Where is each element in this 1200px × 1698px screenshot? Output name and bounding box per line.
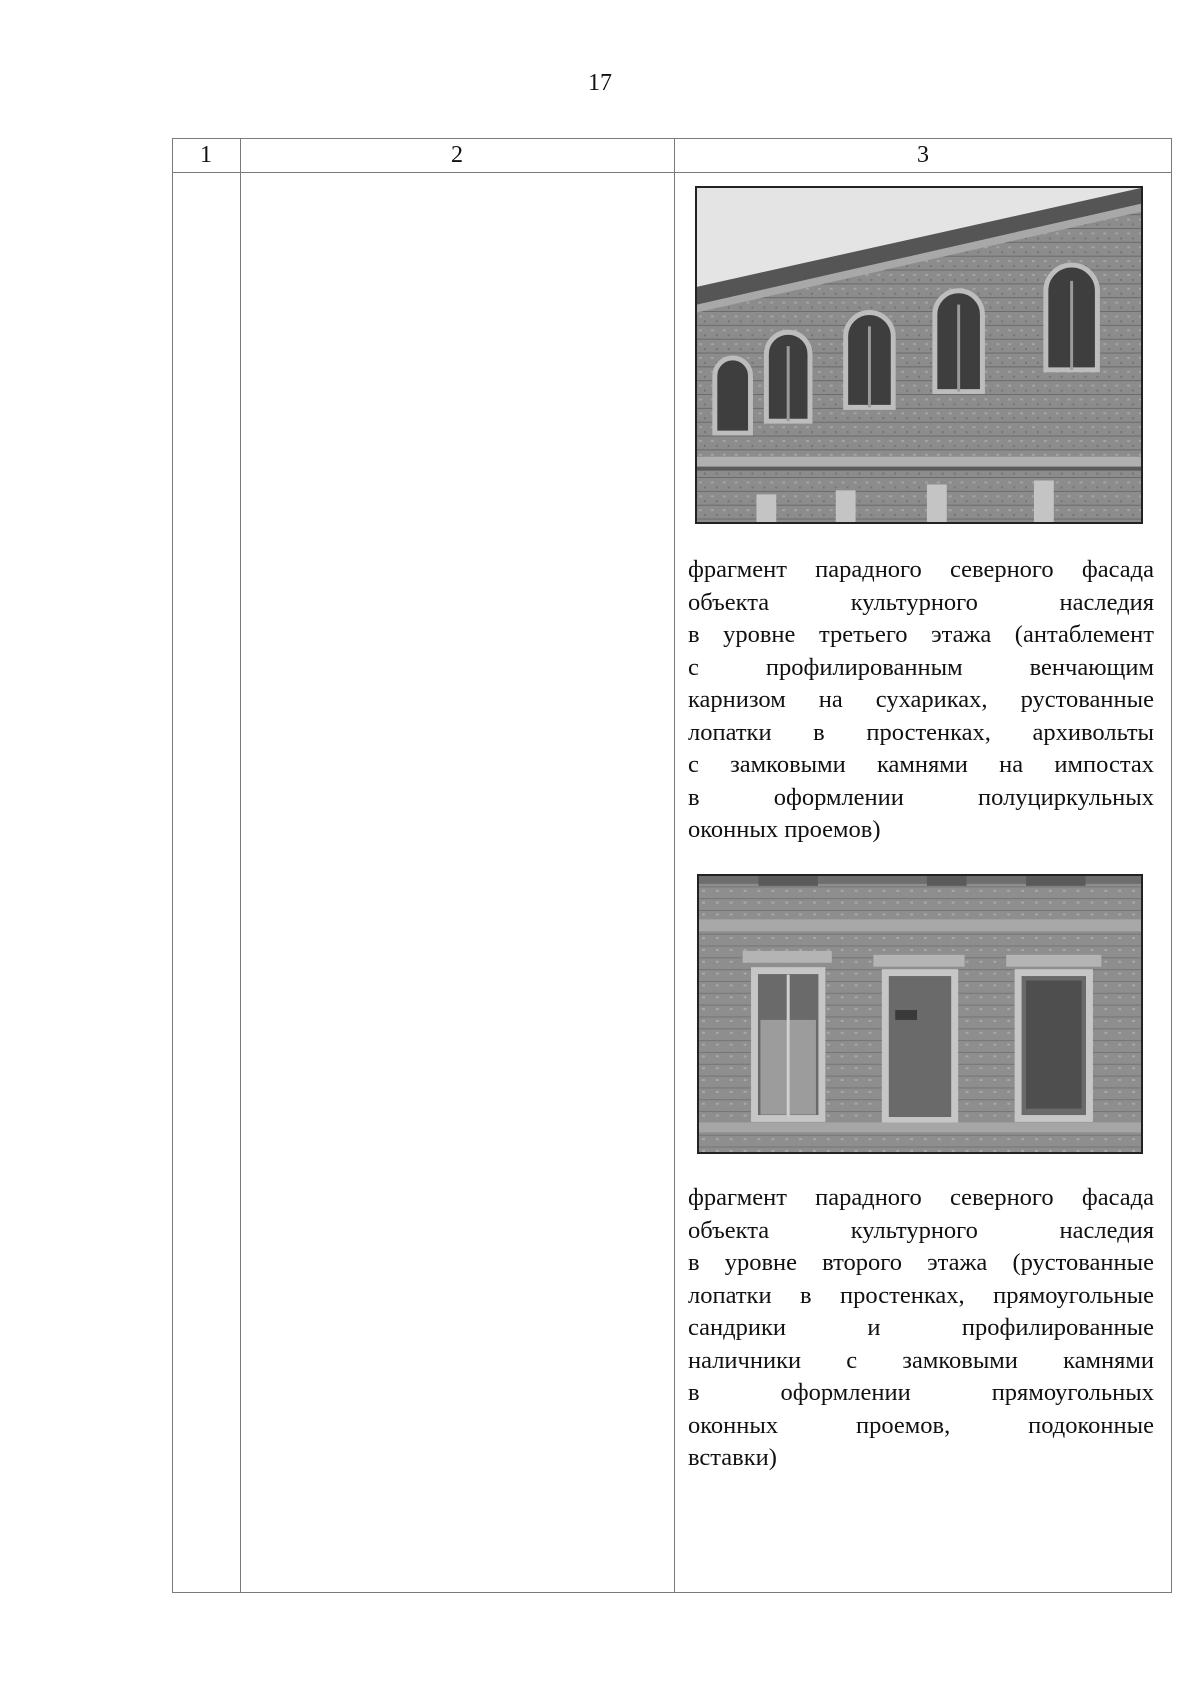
facade-photo-third-floor <box>695 186 1143 524</box>
caption-word: в <box>813 718 825 746</box>
caption-word: наличники <box>688 1346 802 1374</box>
caption-line <box>688 1442 1154 1475</box>
caption-line <box>688 1410 1154 1443</box>
caption-word: замковыми <box>902 1346 1018 1374</box>
page-number: 17 <box>588 70 612 96</box>
caption-word: парадного <box>815 1184 922 1211</box>
caption-word: и <box>867 1314 881 1341</box>
header-divider <box>172 172 1172 173</box>
caption-word: простенках, <box>866 718 991 746</box>
caption-word: сухариках, <box>875 686 988 713</box>
caption-word: лопатки <box>688 718 772 746</box>
caption-word: фрагмент <box>688 556 787 583</box>
caption-word: с <box>846 1346 858 1374</box>
caption-word: лопатки <box>688 1281 772 1309</box>
caption-word: венчающим <box>1029 653 1154 681</box>
facade-photo-second-floor <box>697 874 1143 1154</box>
caption-word: карнизом <box>688 686 786 713</box>
caption-word: в <box>688 1249 700 1276</box>
caption-word: импостах <box>1054 751 1154 778</box>
caption-line <box>688 652 1154 685</box>
caption-word: камнями <box>1063 1346 1154 1374</box>
caption-word: культурного <box>850 1216 978 1244</box>
caption-word: культурного <box>850 588 978 616</box>
caption-word: оформлении <box>780 1379 911 1406</box>
caption-word: простенках, <box>840 1281 965 1309</box>
caption-word: оконных проемов) <box>688 816 881 843</box>
caption-line <box>688 717 1154 750</box>
caption-word: с <box>688 751 699 778</box>
caption-line <box>688 814 1154 847</box>
caption-word: северного <box>949 1184 1054 1211</box>
caption-word: камнями <box>876 751 968 778</box>
caption-word: уровне <box>724 1249 798 1276</box>
caption-line <box>688 587 1154 620</box>
caption-word: в <box>688 1379 700 1406</box>
caption-line <box>688 1377 1154 1410</box>
caption-word: вставки) <box>688 1444 777 1471</box>
caption-line <box>688 554 1154 587</box>
caption-word: с <box>688 653 699 681</box>
caption-word: северного <box>949 556 1054 583</box>
caption-word: в <box>688 783 700 811</box>
caption-line <box>688 1345 1154 1378</box>
caption-word: фрагмент <box>688 1184 787 1211</box>
caption-word: полуциркульных <box>978 783 1154 811</box>
caption-line <box>688 749 1154 782</box>
caption-word: архивольты <box>1032 718 1154 746</box>
caption-word: в <box>688 621 700 648</box>
caption-word: объекта <box>688 1216 770 1244</box>
caption-word: проемов, <box>856 1411 951 1439</box>
header-col-1: 1 <box>200 142 212 168</box>
caption-word: замковыми <box>730 751 846 778</box>
caption-word: подоконные <box>1028 1411 1154 1439</box>
caption-word: этажа <box>927 1249 988 1276</box>
caption-word: рустованные <box>1020 686 1154 713</box>
caption-line <box>688 1182 1154 1215</box>
caption-word: этажа <box>931 621 992 648</box>
caption-line <box>688 1312 1154 1345</box>
header-col-3: 3 <box>917 142 929 168</box>
caption-word: оформлении <box>773 783 904 811</box>
caption-line <box>688 1247 1154 1280</box>
caption-word: (рустованные <box>1012 1249 1154 1276</box>
column-divider-1 <box>240 138 241 1593</box>
caption-word: фасада <box>1081 1184 1154 1211</box>
caption-word: прямоугольные <box>993 1281 1154 1309</box>
photo-1-caption <box>688 554 1154 847</box>
caption-word: наследия <box>1059 1216 1154 1244</box>
caption-word: сандрики <box>688 1314 786 1341</box>
header-col-2: 2 <box>451 142 463 168</box>
caption-word: профилированным <box>765 653 963 681</box>
caption-word: уровне <box>723 621 796 648</box>
caption-line <box>688 619 1154 652</box>
caption-word: в <box>800 1281 812 1309</box>
photo-2-caption <box>688 1182 1154 1475</box>
caption-word: объекта <box>688 588 770 616</box>
caption-word: оконных <box>688 1411 779 1439</box>
caption-line <box>688 782 1154 815</box>
caption-word: (антаблемент <box>1014 621 1154 648</box>
caption-word: на <box>999 751 1024 778</box>
caption-word: прямоугольных <box>991 1379 1154 1406</box>
caption-word: второго <box>822 1249 902 1276</box>
caption-word: наследия <box>1059 588 1154 616</box>
caption-word: на <box>818 686 843 713</box>
caption-line <box>688 1215 1154 1248</box>
caption-line <box>688 1280 1154 1313</box>
caption-word: третьего <box>818 621 908 648</box>
caption-line <box>688 684 1154 717</box>
column-divider-2 <box>674 138 675 1593</box>
caption-word: парадного <box>815 556 922 583</box>
caption-word: фасада <box>1081 556 1154 583</box>
caption-word: профилированные <box>961 1314 1154 1341</box>
